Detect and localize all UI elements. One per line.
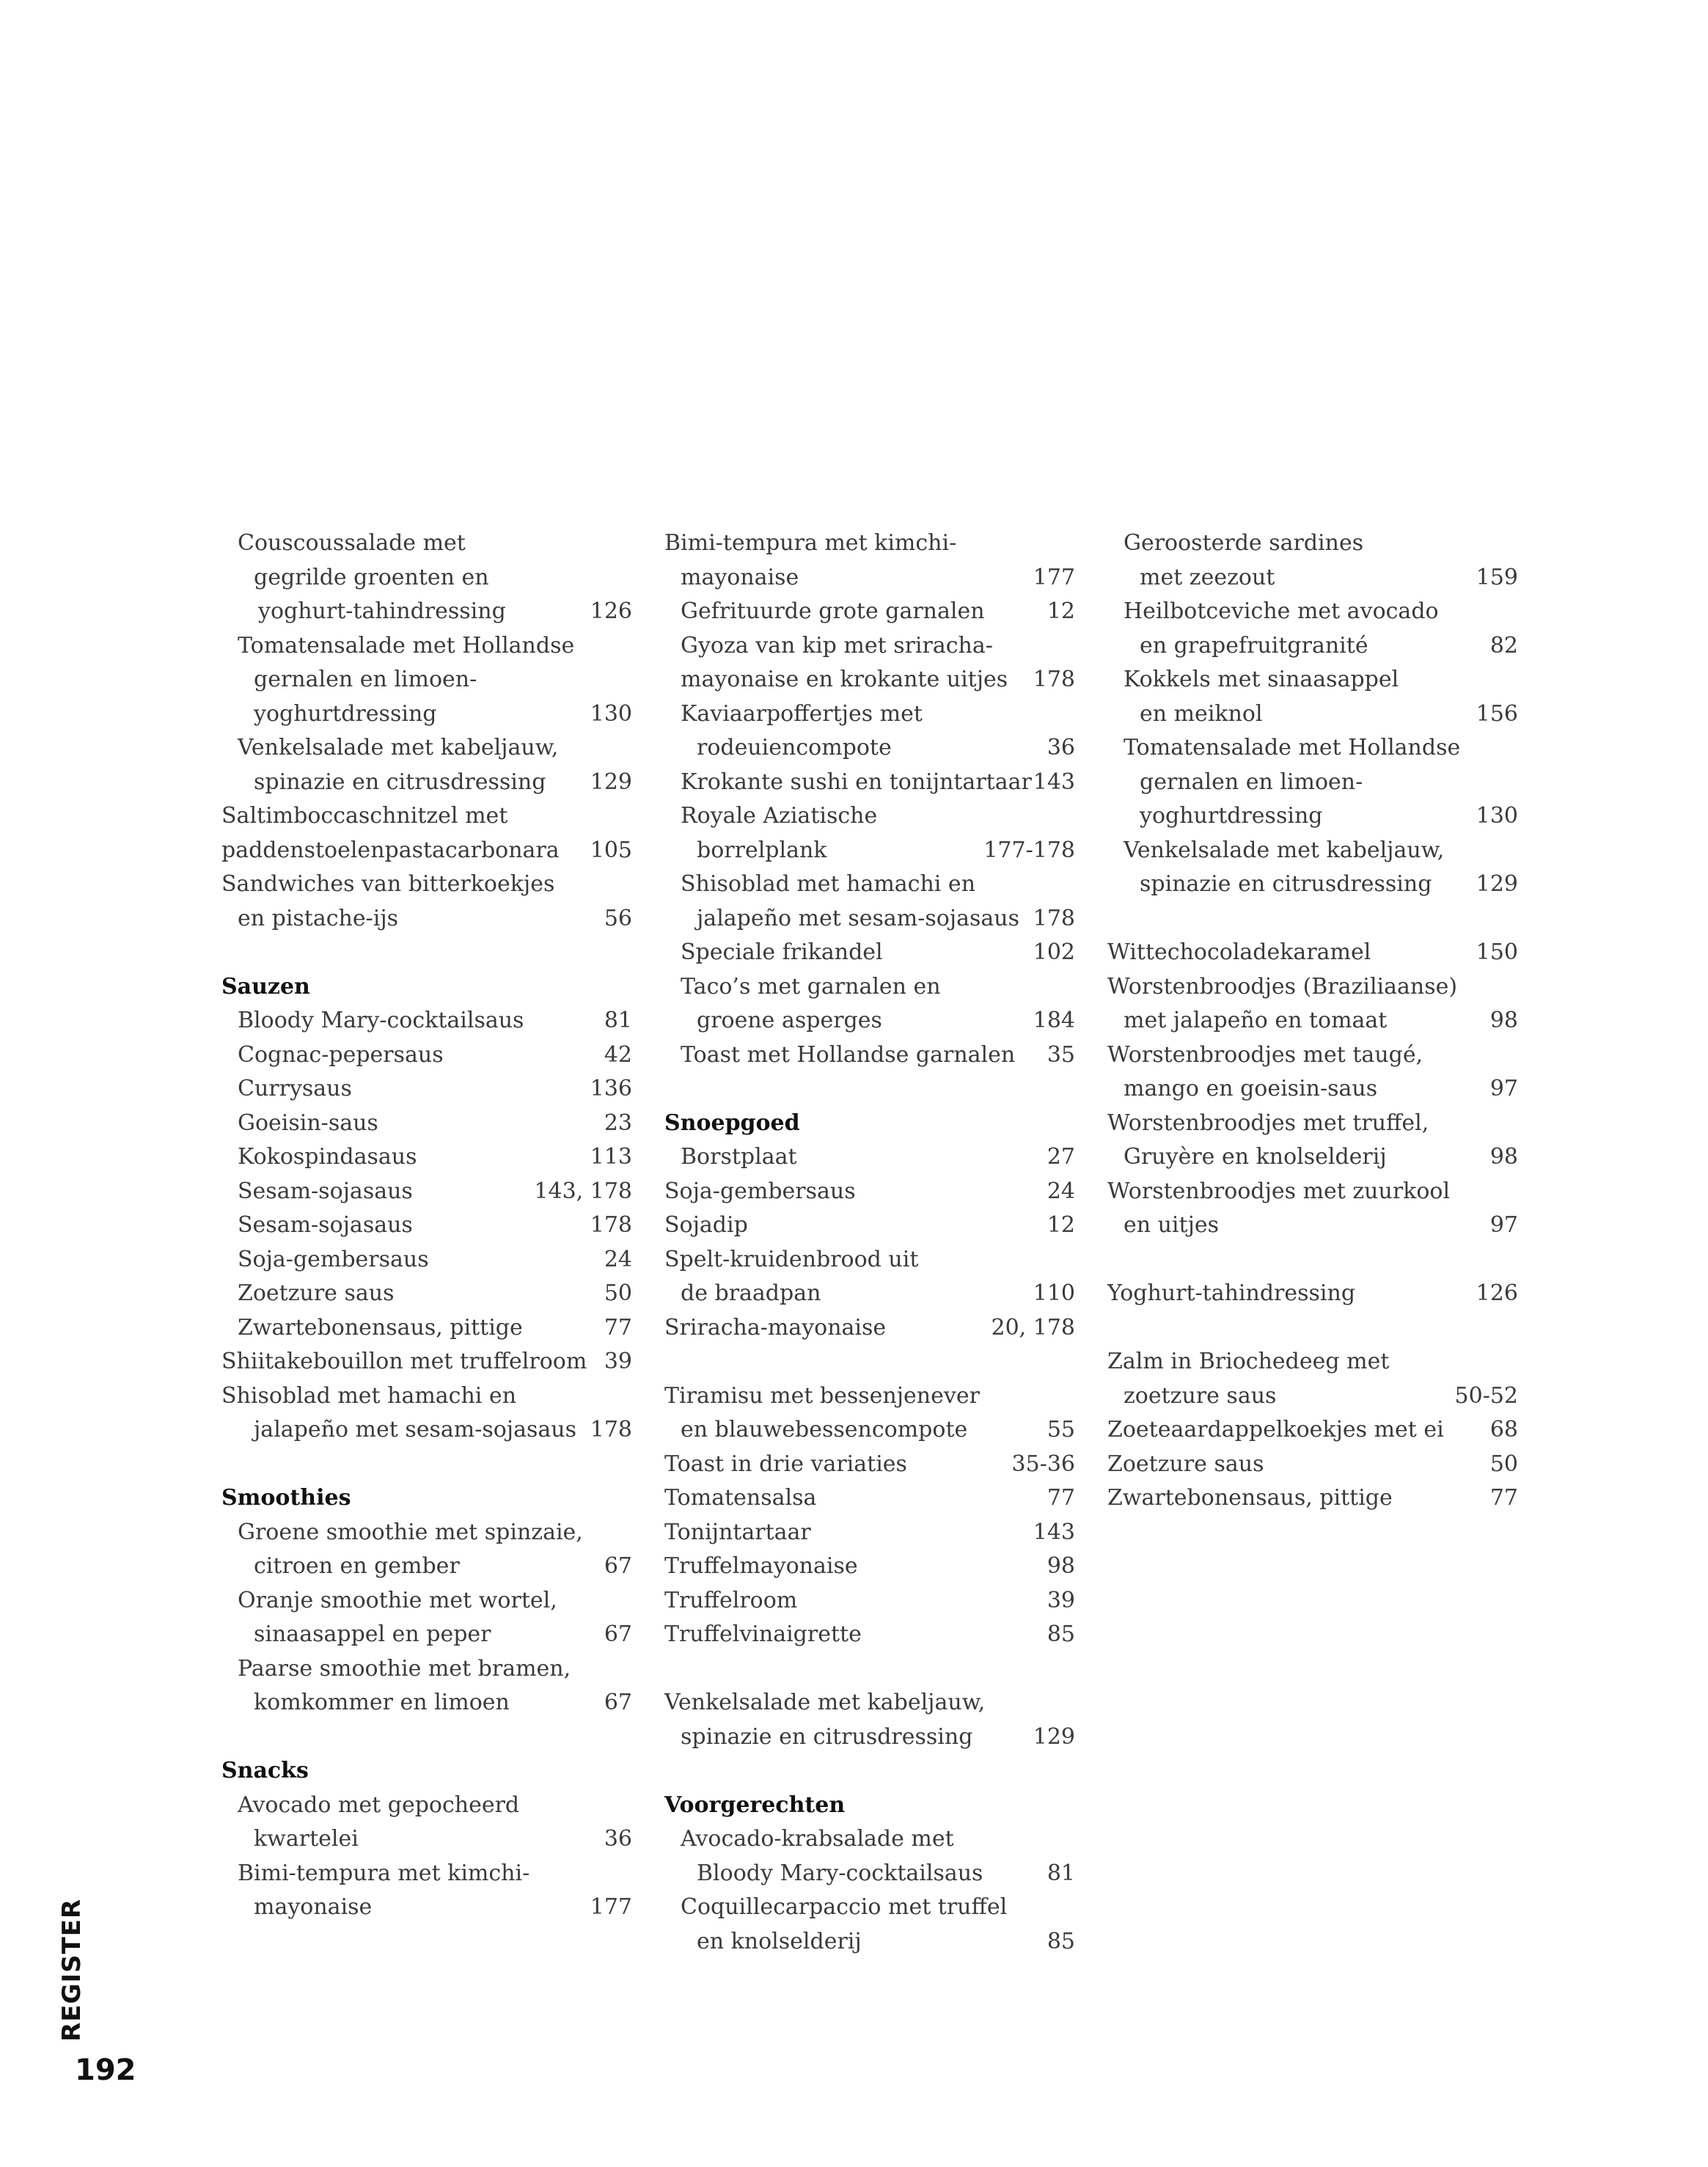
page-ref: 177 [1033,564,1075,590]
entry-text: Zoetzure saus [1107,1451,1264,1477]
entry-text: Gruyère en knolselderij [1124,1144,1387,1170]
page-ref: 178 [590,1212,632,1238]
index-entry [1107,936,1518,970]
entry-text: mango en goeisin-saus [1124,1076,1378,1101]
entry-text: zoetzure saus [1124,1382,1277,1409]
index-entry [664,1822,1075,1857]
index-entry [664,1311,1075,1346]
spacer [664,1072,1075,1107]
entry-text: Groene smoothie met spinzaie, [238,1519,583,1545]
spacer [1107,1311,1518,1346]
entry-text: de braadpan [681,1280,821,1306]
entry-text: en pistache-ijs [238,905,399,931]
index-entry [221,1209,632,1243]
entry-text: Kaviaarpoffertjes met [681,700,923,727]
page-ref: 126 [590,598,632,624]
index-entry [221,1789,632,1823]
page-ref: 97 [1489,1212,1518,1238]
entry-text: paddenstoelenpastacarbonara [221,837,560,863]
entry-text: Wittechocoladekaramel [1107,939,1371,965]
page-ref: 159 [1476,564,1518,590]
index-entry [664,1857,1075,1891]
entry-text: gegrilde groenten en [254,564,489,590]
entry-text: Kokkels met sinaasappel [1124,667,1399,692]
index-entry [664,1277,1075,1311]
page-ref: 129 [1476,871,1518,897]
index-entry [1107,1413,1518,1448]
entry-text: Snoepgoed [664,1110,800,1136]
index-column-3 [1107,527,1518,1516]
page-ref: 50 [1489,1451,1518,1477]
entry-text: spinazie en citrusdressing [681,1723,973,1750]
index-entry [221,1345,632,1379]
page-ref: 113 [590,1144,632,1170]
entry-text: Oranje smoothie met wortel, [238,1587,557,1613]
entry-text: Zalm in Briochedeeg met [1107,1349,1390,1374]
entry-text: komkommer en limoen [254,1690,510,1715]
entry-text: Bimi-tempura met kimchi- [238,1860,530,1886]
page-ref: 143, 178 [534,1178,632,1204]
entry-text: citroen en gember [254,1553,460,1579]
page-ref: 98 [1047,1553,1075,1579]
page-ref: 55 [1047,1417,1075,1442]
index-entry [221,1175,632,1209]
spacer [664,1345,1075,1379]
index-entry [664,970,1075,1005]
page-ref: 67 [604,1553,632,1579]
page-ref: 36 [604,1826,632,1852]
index-entry [664,697,1075,732]
entry-text: gernalen en limoen- [254,667,477,692]
index-entry [221,1822,632,1857]
page-ref: 77 [604,1314,632,1341]
page-ref: 42 [604,1041,632,1068]
page-ref: 12 [1047,598,1075,624]
entry-text: en blauwebessencompote [681,1417,968,1442]
page-ref: 77 [1489,1485,1518,1511]
page-ref: 67 [604,1690,632,1715]
entry-text: mayonaise en krokante uitjes [681,667,1008,692]
entry-text: yoghurtdressing [1140,803,1323,829]
index-entry [221,663,632,697]
entry-text: Tomatensalade met Hollandse [1124,735,1461,760]
index-entry [1107,731,1518,766]
index-entry [664,868,1075,902]
index-entry [1107,1481,1518,1516]
page-ref: 105 [590,837,632,863]
section-heading [221,1754,632,1789]
page-ref: 177 [590,1894,632,1920]
entry-text: Yoghurt-tahindressing [1107,1280,1356,1306]
index-entry [1107,1140,1518,1175]
entry-text: Gefrituurde grote garnalen [681,598,985,624]
entry-text: Currysaus [238,1076,352,1101]
index-entry [664,1379,1075,1414]
page-ref: 81 [1047,1860,1075,1886]
page-ref: 36 [1047,735,1075,760]
entry-text: Snacks [221,1758,309,1783]
entry-text: jalapeño met sesam-sojasaus [697,905,1019,931]
entry-text: Bloody Mary-cocktailsaus [238,1008,524,1033]
entry-text: Shisoblad met hamachi en [681,871,976,897]
index-entry [664,1550,1075,1584]
page-ref: 143 [1033,769,1075,795]
index-entry [664,834,1075,868]
index-entry [1107,766,1518,800]
page-ref: 12 [1047,1212,1075,1238]
entry-text: Sesam-sojasaus [238,1212,413,1238]
entry-text: Gyoza van kip met sriracha- [681,632,993,659]
page-ref: 68 [1489,1417,1518,1442]
entry-text: borrelplank [697,837,827,863]
entry-text: jalapeño met sesam-sojasaus [254,1417,576,1442]
spacer [664,1652,1075,1687]
entry-text: en grapefruitgranité [1140,632,1368,659]
entry-text: Worstenbroodjes met truffel, [1107,1110,1429,1136]
entry-text: Shisoblad met hamachi en [221,1382,517,1409]
entry-text: Saltimboccaschnitzel met [221,803,508,829]
index-entry [221,1550,632,1584]
index-entry [1107,561,1518,595]
page-ref: 178 [1033,905,1075,931]
index-entry [664,1925,1075,1959]
entry-text: Couscoussalade met [238,530,466,556]
index-entry [221,1277,632,1311]
index-entry [221,561,632,595]
index-entry [221,697,632,732]
index-entry [664,1448,1075,1482]
page-ref: 110 [1033,1280,1075,1306]
page-ref: 24 [1047,1178,1075,1204]
entry-text: Cognac-pepersaus [238,1041,444,1068]
page-ref: 35-36 [1011,1451,1075,1477]
entry-text: Venkelsalade met kabeljauw, [1124,837,1445,863]
entry-text: Venkelsalade met kabeljauw, [238,735,559,760]
index-entry [221,1243,632,1277]
entry-text: Speciale frikandel [681,939,883,965]
entry-text: Sauzen [221,973,310,1000]
entry-text: Smoothies [221,1485,351,1511]
entry-text: Avocado met gepocheerd [238,1792,520,1818]
page-ref: 178 [590,1417,632,1442]
index-entry [1107,663,1518,697]
index-entry [1107,697,1518,732]
entry-text: Sojadip [664,1212,748,1238]
section-heading [221,970,632,1005]
index-entry [221,1311,632,1346]
page-ref: 136 [590,1076,632,1101]
page-number: 192 [75,2053,136,2087]
index-entry [664,663,1075,697]
entry-text: sinaasappel en peper [254,1621,491,1647]
entry-text: mayonaise [254,1894,373,1920]
index-entry [1107,1379,1518,1414]
index-entry [221,1072,632,1107]
entry-text: Truffelmayonaise [664,1553,858,1579]
page-ref: 102 [1033,939,1075,965]
page-ref: 56 [604,905,632,931]
entry-text: yoghurt-tahindressing [258,598,506,624]
index-entry [221,766,632,800]
index-entry [221,629,632,664]
entry-text: Coquillecarpaccio met truffel [681,1894,1008,1920]
entry-text: Sriracha-mayonaise [664,1314,887,1341]
entry-text: rodeuiencompote [697,735,892,760]
index-entry [221,868,632,902]
index-entry [1107,834,1518,868]
index-entry [664,595,1075,629]
entry-text: Zwartebonensaus, pittige [1107,1485,1393,1511]
page-ref: 177-178 [983,837,1075,863]
entry-text: Royale Aziatische [681,803,878,829]
entry-text: Tomatensalade met Hollandse [238,632,575,659]
index-column-2 [664,527,1075,1959]
entry-text: Truffelroom [664,1587,798,1613]
entry-text: met zeezout [1140,564,1275,590]
page-ref: 39 [604,1349,632,1374]
index-entry [1107,527,1518,561]
index-entry [664,799,1075,834]
index-entry [664,1413,1075,1448]
index-entry [664,629,1075,664]
index-entry [221,1413,632,1448]
page-ref: 178 [1033,667,1075,692]
page-ref: 126 [1476,1280,1518,1306]
index-entry [1107,1107,1518,1141]
index-entry [1107,1448,1518,1482]
index-entry [664,1720,1075,1755]
index-entry [1107,1209,1518,1243]
entry-text: Taco’s met garnalen en [681,973,941,1000]
index-entry [1107,1277,1518,1311]
entry-text: gernalen en limoen- [1140,769,1363,795]
page-ref: 98 [1489,1008,1518,1033]
section-heading [221,1481,632,1516]
page-ref: 50 [604,1280,632,1306]
index-entry [221,1038,632,1073]
index-entry [1107,799,1518,834]
page-ref: 23 [604,1110,632,1136]
page-ref: 129 [1033,1723,1075,1750]
entry-text: Shiitakebouillon met truffelroom [221,1349,587,1374]
index-entry [221,1004,632,1038]
entry-text: Soja-gembersaus [664,1178,856,1204]
page-ref: 24 [604,1246,632,1272]
index-entry [664,1516,1075,1550]
index-entry [221,527,632,561]
page-ref: 67 [604,1621,632,1647]
entry-text: Heilbotceviche met avocado [1124,598,1439,624]
entry-text: Zwartebonensaus, pittige [238,1314,523,1341]
entry-text: Toast met Hollandse garnalen [681,1041,1016,1068]
spacer [221,936,632,970]
entry-text: yoghurtdressing [254,700,437,727]
page-ref: 130 [1476,803,1518,829]
index-entry [664,1175,1075,1209]
index-entry [664,1618,1075,1652]
index-entry [664,1038,1075,1073]
index-entry [664,527,1075,561]
index-entry [221,731,632,766]
entry-text: en meiknol [1140,700,1263,727]
entry-text: kwartelei [254,1826,359,1852]
entry-text: Goeisin-saus [238,1110,378,1136]
section-label: REGISTER [57,1898,87,2042]
page-ref: 97 [1489,1076,1518,1101]
entry-text: Tonijntartaar [664,1519,811,1545]
index-entry [221,1516,632,1550]
index-entry [664,902,1075,936]
page-ref: 50-52 [1454,1382,1518,1409]
entry-text: Spelt-kruidenbrood uit [664,1246,919,1272]
entry-text: spinazie en citrusdressing [254,769,546,795]
index-entry [1107,629,1518,664]
entry-text: Worstenbroodjes met taugé, [1107,1041,1423,1068]
entry-text: Toast in drie variaties [664,1451,907,1477]
section-heading [664,1107,1075,1141]
page-ref: 85 [1047,1621,1075,1647]
entry-text: Worstenbroodjes met zuurkool [1107,1178,1451,1204]
index-entry [221,595,632,629]
entry-text: Zoeteaardappelkoekjes met ei [1107,1417,1444,1442]
index-entry [1107,868,1518,902]
index-entry [664,1209,1075,1243]
index-entry [664,1686,1075,1720]
spacer [1107,1243,1518,1277]
spacer [1107,902,1518,936]
entry-text: Kokospindasaus [238,1144,417,1170]
page-ref: 82 [1489,632,1518,659]
index-entry [221,1857,632,1891]
page-ref: 39 [1047,1587,1075,1613]
index-entry [221,1584,632,1618]
index-entry [664,1584,1075,1618]
entry-text: en knolselderij [697,1928,862,1954]
index-entry [664,936,1075,970]
index-entry [1107,1175,1518,1209]
page-ref: 130 [590,700,632,727]
entry-text: Sesam-sojasaus [238,1178,413,1204]
page-ref: 156 [1476,700,1518,727]
page-ref: 143 [1033,1519,1075,1545]
page-ref: 85 [1047,1928,1075,1954]
index-entry [664,561,1075,595]
entry-text: Truffelvinaigrette [664,1621,862,1647]
page-ref: 20, 178 [991,1314,1075,1341]
page-ref: 129 [590,769,632,795]
entry-text: met jalapeño en tomaat [1124,1008,1388,1033]
entry-text: Borstplaat [681,1144,797,1170]
index-entry [1107,595,1518,629]
index-entry [221,1107,632,1141]
index-column-1 [221,527,632,1925]
spacer [221,1720,632,1755]
spacer [221,1448,632,1482]
index-entry [221,1618,632,1652]
page-ref: 184 [1033,1008,1075,1033]
index-entry [221,1686,632,1720]
index-entry [664,731,1075,766]
entry-text: mayonaise [681,564,799,590]
index-entry [664,1004,1075,1038]
index-entry [221,799,632,834]
entry-text: en uitjes [1124,1212,1220,1238]
index-entry [1107,1004,1518,1038]
index-entry [221,1891,632,1925]
page-ref: 77 [1047,1485,1075,1511]
index-entry [664,1140,1075,1175]
index-entry [1107,1072,1518,1107]
entry-text: Venkelsalade met kabeljauw, [664,1690,986,1715]
entry-text: Bimi-tempura met kimchi- [664,530,957,556]
entry-text: Voorgerechten [664,1792,846,1818]
index-entry [664,766,1075,800]
entry-text: groene asperges [697,1008,882,1033]
index-entry [1107,1345,1518,1379]
page-ref: 150 [1476,939,1518,965]
index-entry [221,1652,632,1687]
entry-text: Soja-gembersaus [238,1246,429,1272]
entry-text: Bloody Mary-cocktailsaus [697,1860,983,1886]
page-ref: 81 [604,1008,632,1033]
entry-text: Paarse smoothie met bramen, [238,1655,571,1682]
page-ref: 27 [1047,1144,1075,1170]
index-entry [221,834,632,868]
entry-text: Worstenbroodjes (Braziliaanse) [1107,973,1458,1000]
spacer [664,1754,1075,1789]
entry-text: Geroosterde sardines [1124,530,1364,556]
entry-text: Avocado-krabsalade met [681,1826,954,1852]
entry-text: Tomatensalsa [664,1485,817,1511]
index-entry [664,1243,1075,1277]
index-entry [221,902,632,936]
index-entry [664,1481,1075,1516]
page-ref: 35 [1047,1041,1075,1068]
index-entry [1107,970,1518,1005]
entry-text: spinazie en citrusdressing [1140,871,1432,897]
index-entry [221,1379,632,1414]
index-entry [221,1140,632,1175]
entry-text: Tiramisu met bessenjenever [664,1382,980,1409]
page-ref: 98 [1489,1144,1518,1170]
index-entry [1107,1038,1518,1073]
index-entry [664,1891,1075,1925]
entry-text: Zoetzure saus [238,1280,395,1306]
entry-text: Krokante sushi en tonijntartaar [681,769,1032,795]
section-heading [664,1789,1075,1823]
entry-text: Sandwiches van bitterkoekjes [221,871,555,897]
